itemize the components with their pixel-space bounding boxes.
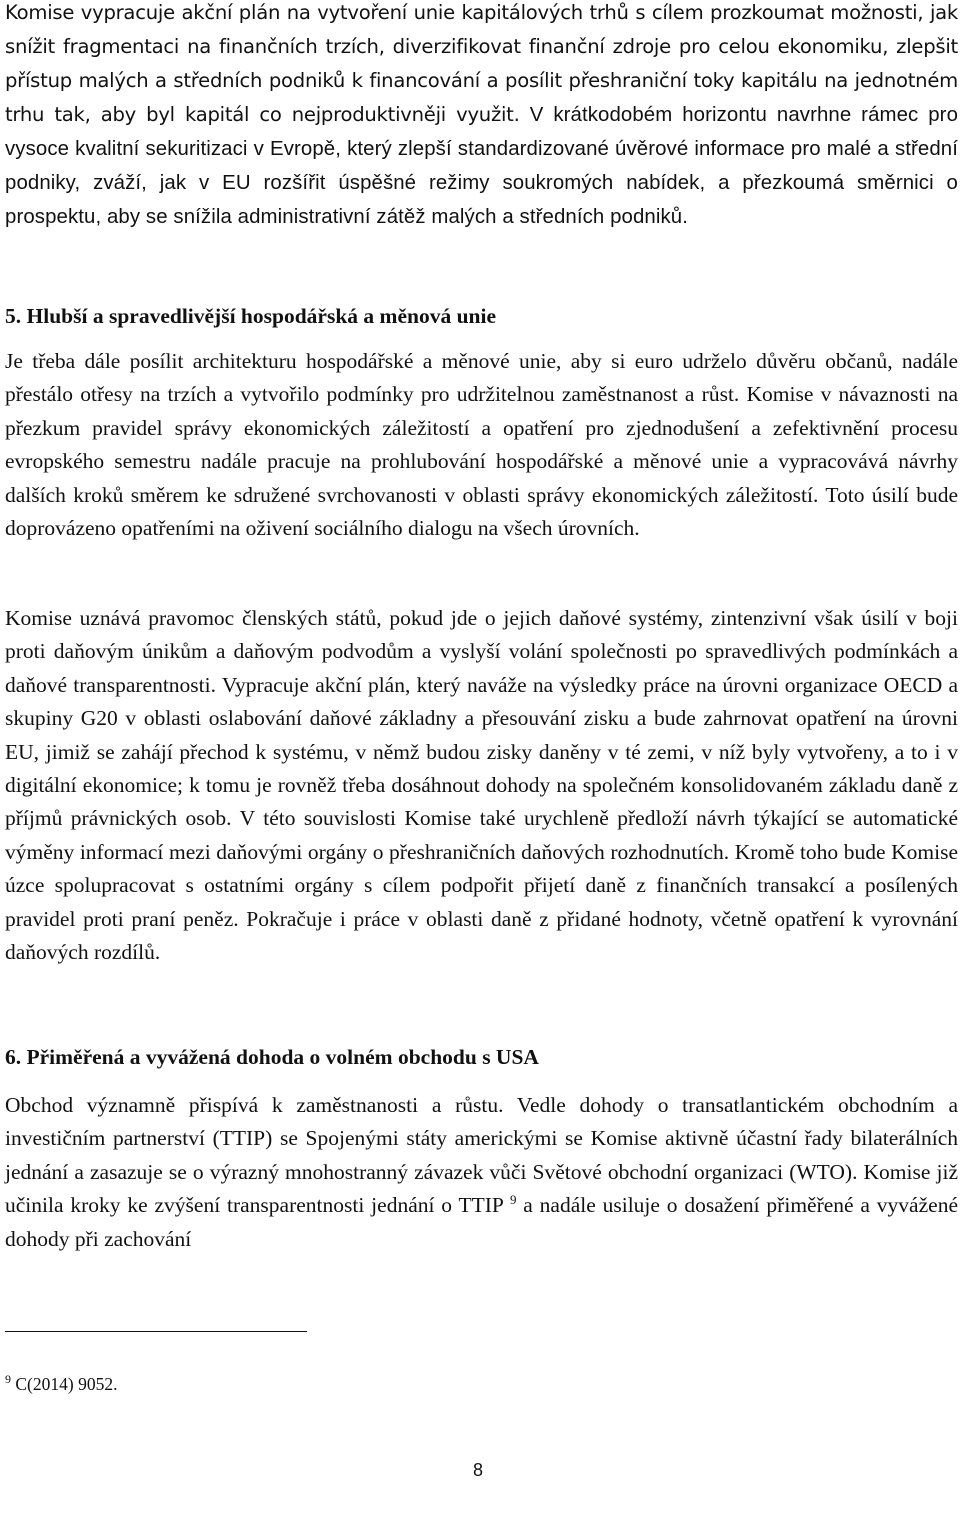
paragraph-capital-markets bbox=[5, 0, 958, 234]
footnote-number: 9 bbox=[5, 1372, 11, 1387]
footnote-text: C(2014) 9052. bbox=[11, 1374, 118, 1394]
paragraph-monetary-union: Je třeba dále posílit architekturu hospodářské a měnové unie, aby si euro udrželo důvěru občanů, nadále přestálo otřesy na trzích a vytvořilo podmínky pro udržitelnou zaměstnanost a růst. Komise v návaznosti na přezkum pravidel správy ekonomických záležitostí a opatření pro zjednodušení a zefektivnění procesu evropského semestru nadále pracuje na prohlubování hospodářské a měnové unie a vypracovává návrhy dalších kroků směrem ke sdružené svrchovanosti v oblasti správy ekonomických záležitostí. Toto úsilí bude doprovázeno opatřeními na oživení sociálního dialogu na všech úrovních. bbox=[5, 349, 958, 541]
paragraph-tax-systems: Komise uznává pravomoc členských států, pokud jde o jejich daňové systémy, zintenzivní však úsilí v boji proti daňovým únikům a daňovým podvodům a vyslyší volání společnosti po spravedlivých podmínkách a daňové transparentnosti. Vypracuje akční plán, který naváže na výsledky práce na úrovni organizace OECD a skupiny G20 v oblasti oslabování daňové základny a přesouvání zisku a bude zahrnovat opatření na úrovni EU, jimiž se zahájí přechod k systému, v němž budou zisky daněny v té zemi, v níž byly vytvořeny, a to i v digitální ekonomice; k tomu je rovněž třeba dosáhnout dohody na společném konsolidovaném základu daně z příjmů právnických osob. V této souvislosti Komise také urychleně předloží návrh týkající se automatické výměny informací mezi daňovými orgány o přeshraničních daňových rozhodnutích. Kromě toho bude Komise úzce spolupracovat s ostatními orgány s cílem podpořit přijetí daně z finančních transakcí a posílených pravidel proti praní peněz. Pokračuje i práce v oblasti daně z přidané hodnoty, včetně opatření k vyrovnání daňových rozdílů. bbox=[5, 606, 958, 965]
trade-text-before-reference: Obchod významně přispívá k zaměstnanosti a růstu. Vedle dohody o transatlantickém obchodním a investičním partnerství (TTIP) se Spojenými státy americkými se Komise aktivně účastní řady bilaterálních jednání a zasazuje se o výrazný mnohostranný závazek vůči Světové obchodní organizaci (WTO). Komise již učinila kroky ke zvýšení transparentnosti jednání o TTIP bbox=[5, 1093, 958, 1218]
footnote bbox=[5, 1371, 117, 1397]
paragraph-trade bbox=[5, 1089, 958, 1256]
trade-text-after-reference: a nadále usiluje o dosažení přiměřené a vyvážené dohody při zachování bbox=[5, 1193, 958, 1251]
footnote-reference[interactable]: 9 bbox=[509, 1192, 517, 1208]
paragraph-lead-text: Komise vypracuje akční plán na vytvoření unie kapitálových trhů s cílem prozkoumat možnosti, jak snížit fragmentaci na finančních trzích, diverzifikovat finanční zdroje pro celou ekonomiku, zlepšit přístup malých a středních podniků k financování a posílit přeshraniční toky kapitálu na jednotném trhu tak, aby byl kapitál co nejproduktivněji využit. bbox=[5, 1, 958, 126]
page-number: 8 bbox=[473, 1460, 484, 1480]
section-heading-5: 5. Hlubší a spravedlivější hospodářská a měnová unie bbox=[5, 304, 497, 328]
section-heading-6: 6. Přiměřená a vyvážená dohoda o volném obchodu s USA bbox=[5, 1045, 539, 1069]
footnote-separator bbox=[5, 1331, 307, 1332]
paragraph-continuation-text: V krátkodobém horizontu navrhne rámec pro vysoce kvalitní sekuritizaci v Evropě, který zlepší standardizované úvěrové informace pro malé a střední podniky, zváží, jak v EU rozšířit úspěšné režimy soukromých nabídek, a přezkoumá směrnici o prospektu, aby se snížila administrativní zátěž malých a středních podniků. bbox=[5, 104, 959, 228]
